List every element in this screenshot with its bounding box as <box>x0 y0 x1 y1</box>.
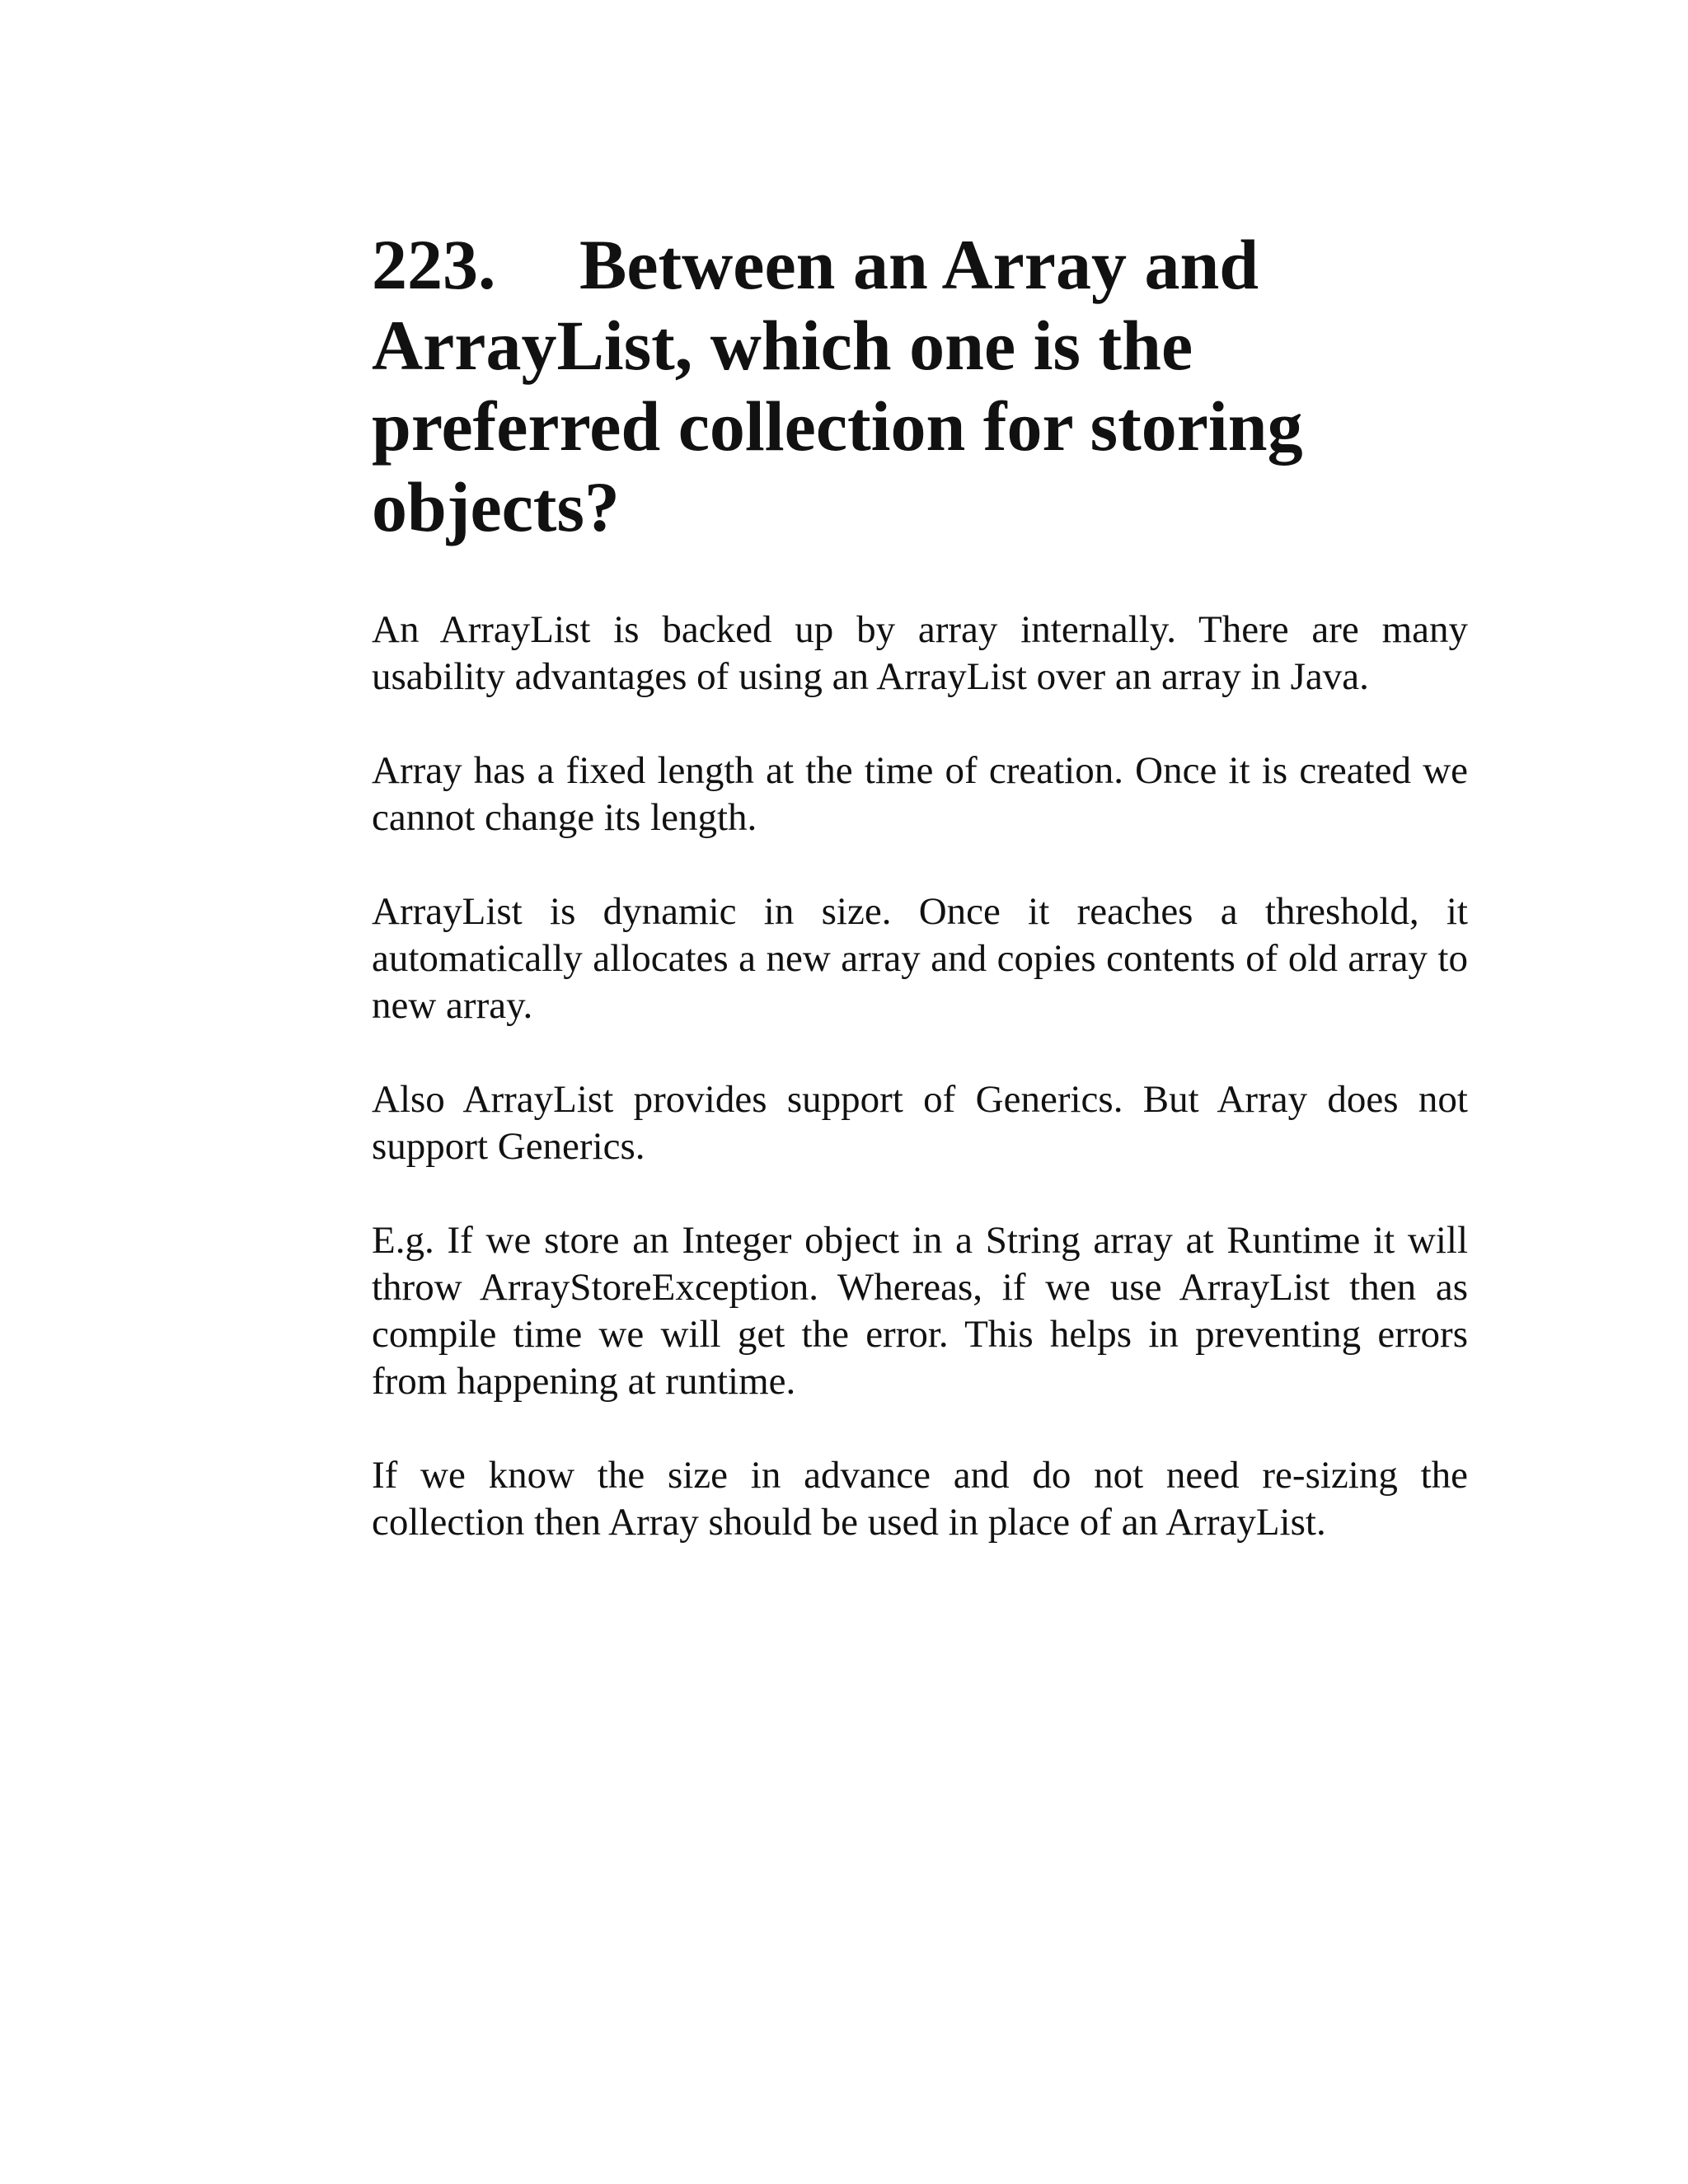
answer-paragraph-6: If we know the size in advance and do not need re-sizing the collection then Array should be used in place of an ArrayList. <box>372 1454 1468 1544</box>
page-content <box>372 224 1468 1546</box>
answer-paragraph-5: E.g. If we store an Integer object in a String array at Runtime it will throw ArrayStoreException. Whereas, if we use ArrayList then as compile time we will get the error. This helps in preventing errors from happening at runtime. <box>372 1219 1468 1403</box>
answer-paragraph-2: Array has a fixed length at the time of creation. Once it is created we cannot change its length. <box>372 749 1468 839</box>
question-heading <box>372 224 1468 547</box>
answer-paragraph-4: Also ArrayList provides support of Generics. But Array does not support Generics. <box>372 1078 1468 1168</box>
answer-paragraph-3: ArrayList is dynamic in size. Once it reaches a threshold, it automatically allocates a new array and copies contents of old array to new array. <box>372 890 1468 1027</box>
answer-paragraph-1: An ArrayList is backed up by array internally. There are many usability advantages of using an ArrayList over an array in Java. <box>372 608 1468 698</box>
question-number: 223. <box>372 225 496 304</box>
question-title: Between an Array and ArrayList, which one is the preferred collection for storing objects? <box>372 225 1303 546</box>
